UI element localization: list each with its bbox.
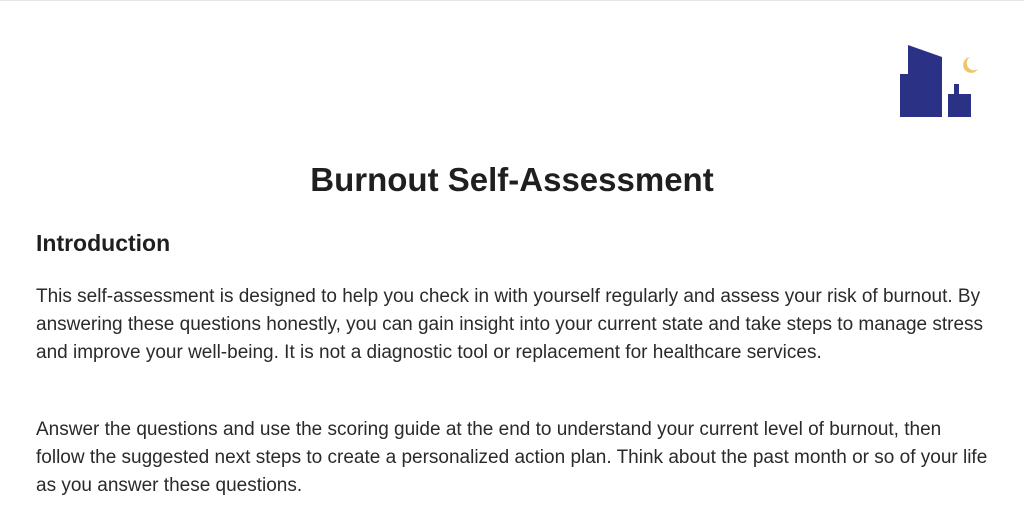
document-title: Burnout Self-Assessment [310, 161, 714, 198]
city-skyline-moon-icon [898, 43, 980, 119]
instructions-paragraph: Answer the questions and use the scoring guide at the end to understand your current level of burnout, then follow the suggested next steps to create a personalized action plan. Think about the past month or so of your life as you answer these questions. [36, 419, 988, 496]
section-heading-introduction: Introduction [36, 230, 171, 256]
top-divider [0, 0, 1024, 1]
intro-paragraph: This self-assessment is designed to help you check in with yourself regularly and assess your risk of burnout. By answering these questions honestly, you can gain insight into your current state and take steps to manage stress and improve your well-being. It is not a diagnostic tool or replacement for healthcare services. [36, 286, 984, 363]
